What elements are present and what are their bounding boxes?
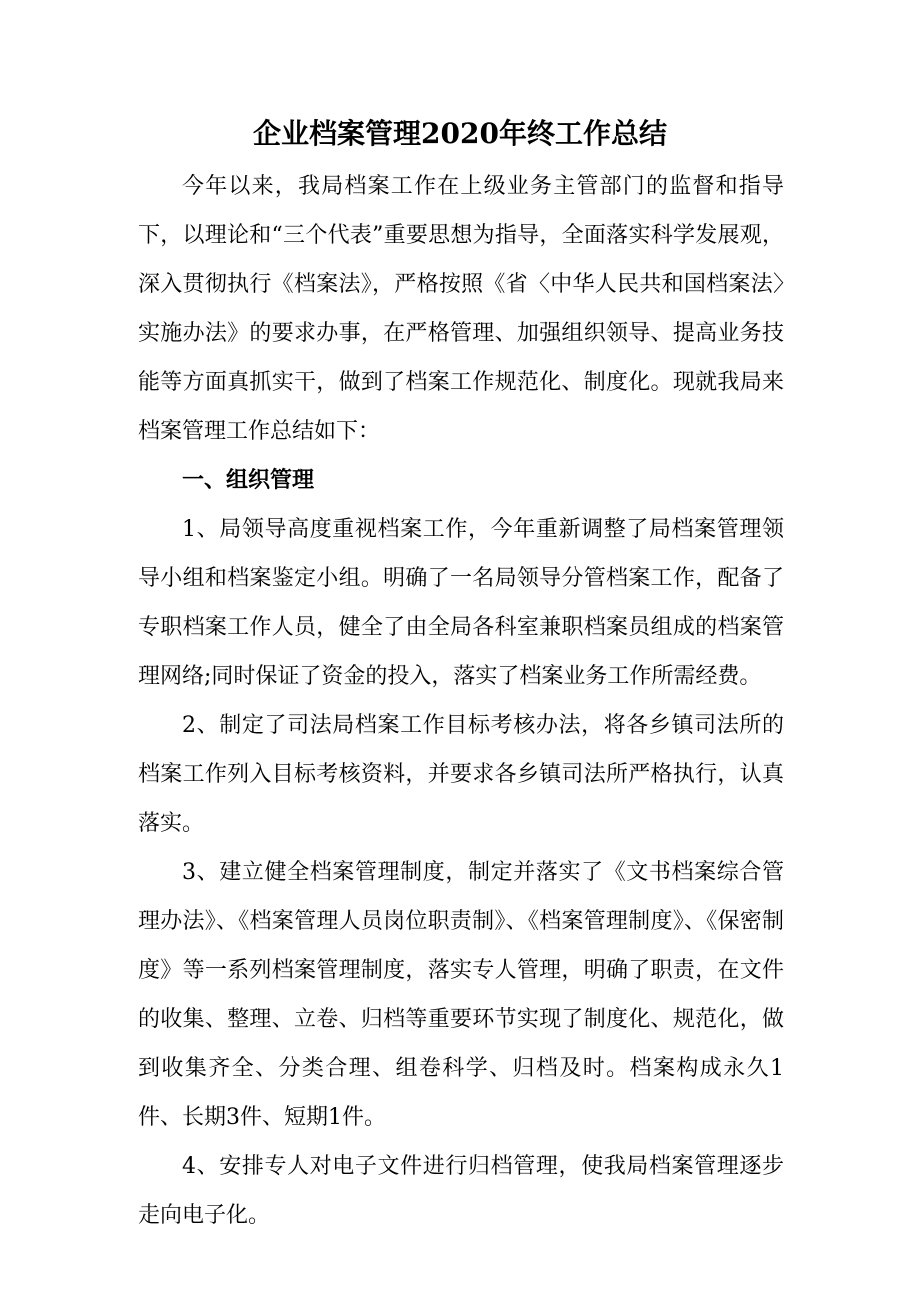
document-body bbox=[138, 162, 784, 1240]
document-title: 企业档案管理2020年终工作总结 bbox=[253, 117, 667, 150]
list-item: 1、局领导高度重视档案工作，今年重新调整了局档案管理领导小组和档案鉴定小组。明确了一名局领导分管档案工作，配备了专职档案工作人员，健全了由全局各科室兼职档案员组成的档案管理网络;同时保证了资金的投入，落实了档案业务工作所需经费。 bbox=[138, 517, 784, 689]
list-item: 2、制定了司法局档案工作目标考核办法，将各乡镇司法所的档案工作列入目标考核资料，并要求各乡镇司法所严格执行，认真落实。 bbox=[138, 713, 784, 836]
section-heading: 一、组织管理 bbox=[182, 467, 315, 493]
list-item: 3、建立健全档案管理制度，制定并落实了《文书档案综合管理办法》、《档案管理人员岗位职责制》、《档案管理制度》、《保密制度》等一系列档案管理制度，落实专人管理，明确了职责，在文件的收集、整理、立卷、归档等重要环节实现了制度化、规范化，做到收集齐全、分类合理、组卷科学、归档及时。档案构成永久1件、长期3件、短期1件。 bbox=[138, 860, 784, 1130]
intro-paragraph: 今年以来，我局档案工作在上级业务主管部门的监督和指导下，以理论和“三个代表”重要思想为指导，全面落实科学发展观，深入贯彻执行《档案法》，严格按照《省〈中华人民共和国档案法〉实施办法》的要求办事，在严格管理、加强组织领导、提高业务技能等方面真抓实干，做到了档案工作规范化、制度化。现就我局来档案管理工作总结如下： bbox=[138, 174, 784, 444]
list-item: 4、安排专人对电子文件进行归档管理，使我局档案管理逐步走向电子化。 bbox=[138, 1154, 784, 1228]
